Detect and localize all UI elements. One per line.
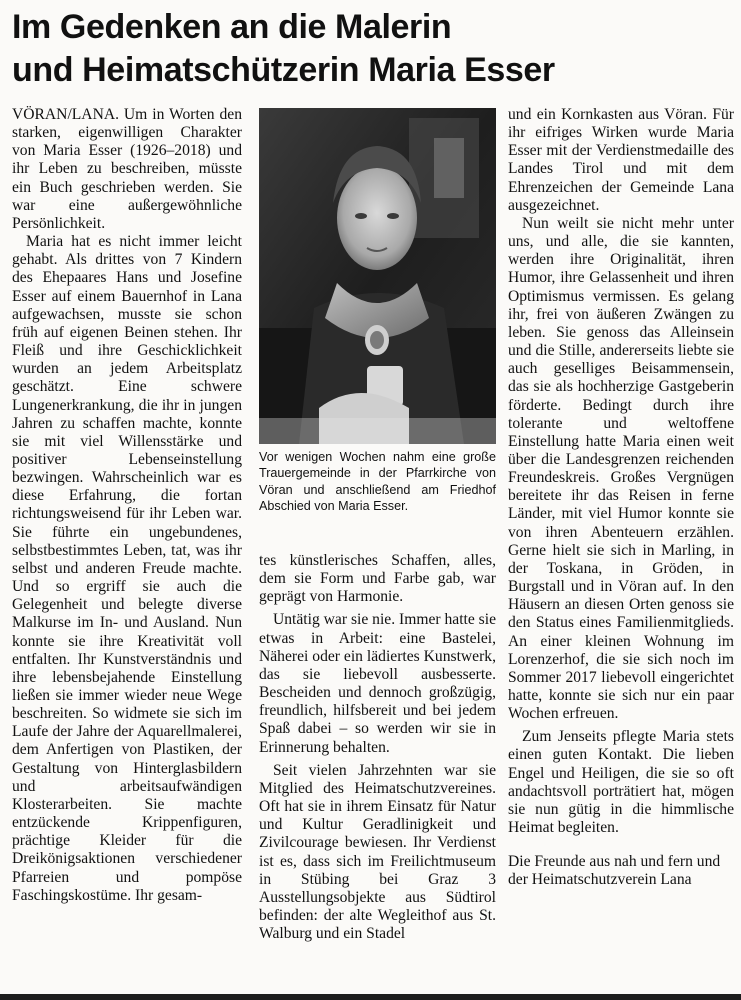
headline-line-1: Im Gedenken an die Malerin	[12, 8, 452, 46]
headline-line-2: und Heimatschützerin Maria Esser	[12, 51, 555, 89]
paragraph: Untätig war sie nie. Immer hatte sie etwas in Arbeit: eine Bastelei, Näherei oder ein lädiertes Kunstwerk, das sie liebevoll ausbesserte. Bescheiden und dennoch großzügig, freundlich, hilfsbereit und bei jedem Spaß dabei – so werden wir sie in Erinnerung behalten.	[259, 611, 497, 756]
article-column-1	[12, 106, 242, 905]
paragraph: VÖRAN/LANA. Um in Worten den starken, eigenwilligen Charakter von Maria Esser (1926–2018) und ihr Leben zu beschreiben, müsste ein Buch geschrieben werden. Sie war eine außergewöhnliche Persönlichkeit.	[12, 106, 242, 232]
photo-caption: Vor wenigen Wochen nahm eine große Trauergemeinde in der Pfarrkirche von Vöran und anschließend am Friedhof Abschied von Maria Esser.	[259, 450, 496, 514]
paragraph: Maria hat es nicht immer leicht gehabt. Als drittes von 7 Kindern des Ehepaares Hans und Josefine Esser auf einem Bauernhof in Lana aufgewachsen, musste sie schon früh auf eigenen Beinen stehen. Ihr Fleiß und ihre Geschicklichkeit wurden an jedem Arbeitsplatz geschätzt. Eine schwere Lungenerkrankung, die ihr in jungen Jahren zu schaffen machte, konnte sie mit viel Willensstärke und positiver Lebenseinstellung bezwingen. Wahrscheinlich war es diese Erfahrung, die fortan richtungsweisend für ihr Leben war. Sie führte ein ungebundenes, selbstbestimmtes Leben, tat, was ihr selbst und anderen Freude machte. Und so ergriff sie auch die Gelegenheit und belegte diverse Malkurse im In- und Ausland. Nun konnte sie ihre Kreativität voll entfalten. Ihr Kunstverständnis und ihre lebensbejahende Einstellung ließen sie immer wieder neue Wege beschreiten. So widmete sie sich im Laufe der Jahre der Aquarellmalerei, dem Anfertigen von Plastiken, der Gestaltung von Hinterglasbildern und arbeitsaufwändigen Klosterarbeiten. Sie machte entzückende Krippenfiguren, prächtige Kleider für die Dreikönigsaktionen verschiedener Pfarreien und pompöse Faschingskostüme. Ihr gesam-	[12, 233, 242, 904]
article-headline	[12, 6, 732, 92]
paragraph: tes künstlerisches Schaffen, alles, dem sie Form und Farbe gab, war geprägt von Harmonie.	[259, 552, 496, 606]
article-column-3	[508, 106, 734, 890]
portrait-photo	[259, 108, 496, 444]
article-column-2	[259, 552, 496, 943]
article-signature: Die Freunde aus nah und fern und der Heimatschutzverein Lana	[508, 853, 721, 889]
paragraph: Seit vielen Jahrzehnten war sie Mitglied des Heimatschutzvereines. Oft hat sie in ihrem Einsatz für Natur und Kultur Geradlinigkeit und Zivilcourage bewiesen. Ihr Verdienst ist es, dass sich im Freilichtmuseum in Stübing bei Graz 3 Ausstellungsobjekte aus Südtirol befinden: der alte Wegleithof aus St. Walburg und ein Stadel	[259, 761, 496, 943]
paragraph: Zum Jenseits pflegte Maria stets einen guten Kontakt. Die lieben Engel und Heiligen, die sie so oft andachtsvoll porträtiert hat, mögen sie nun gütig in die himmlische Heimat begleiten.	[508, 728, 734, 837]
paragraph: Nun weilt sie nicht mehr unter uns, und alle, die sie kannten, werden ihre Originalität, ihren Humor, ihre Gelassenheit und ihren Optimismus vermissen. Es gelang ihr, frei von äußeren Zwängen zu leben. Sie genoss das Alleinsein und die Stille, andererseits liebte sie auch geselliges Beisammensein, das sie als hochherzige Gastgeberin förderte. Bedingt durch ihre tolerante und weltoffene Einstellung hatte Maria einen weit über die Landesgrenzen reichenden Freundeskreis. Großes Vergnügen bereitete ihr das Reisen in ferne Länder, mit viel Humor konnte sie von ihren Abenteuern erzählen. Gerne hielt sie sich in Marling, in der Toskana, in Gröden, in Burgstall und in Vöran auf. In den Häusern an diesen Orten genoss sie den Status eines Familienmitglieds. An einer kleinen Wohnung im Lorenzerhof, die sie sich noch im Sommer 2017 liebevoll eingerichtet hatte, konnte sie sich nur ein paar Wochen erfreuen.	[508, 214, 734, 723]
portrait-photo-icon	[259, 108, 496, 444]
page-bottom-rule	[0, 994, 741, 1000]
paragraph: und ein Kornkasten aus Vöran. Für ihr eifriges Wirken wurde Maria Esser mit der Verdienstmedaille des Landes Tirol und mit dem Ehrenzeichen der Gemeinde Lana ausgezeichnet.	[508, 106, 734, 214]
